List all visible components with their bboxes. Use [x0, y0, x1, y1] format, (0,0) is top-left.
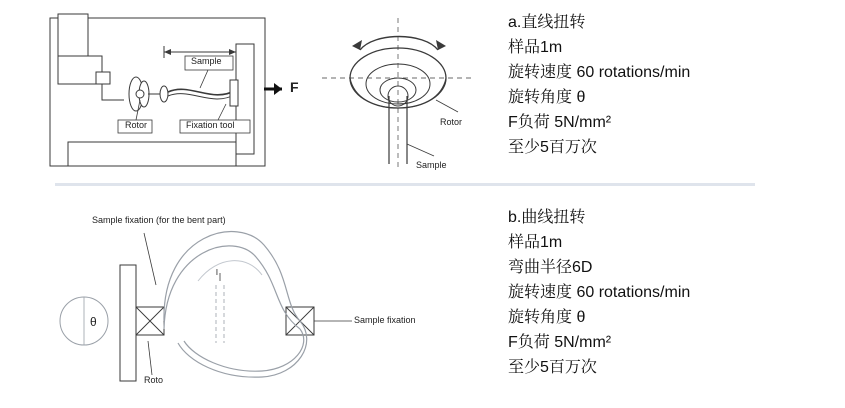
label-rotor-right: Rotor — [440, 117, 463, 127]
label-sample: Sample — [191, 56, 222, 66]
spec-b-line-7: 至少5百万次 — [508, 359, 597, 376]
spec-a-line-2: 样品1m — [508, 39, 563, 56]
label-fixation-tool: Fixation tool — [186, 120, 235, 130]
label-force-F: F — [290, 79, 299, 95]
spec-b-line-1: b.曲线扭转 — [508, 209, 586, 226]
force-arrow-group — [262, 78, 310, 100]
spec-a-line-1: a.直线扭转 — [508, 14, 586, 31]
label-sample-right: Sample — [416, 160, 447, 170]
spec-b-line-3: 弯曲半径6D — [508, 259, 593, 276]
spec-list-a — [508, 10, 690, 160]
spec-a-line-5: F负荷 5N/mm² — [508, 114, 612, 131]
spec-a-line-4: 旋转角度 θ — [508, 89, 586, 106]
spec-b-line-2: 样品1m — [508, 234, 563, 251]
figure-b-bend-rig — [48, 193, 478, 403]
label-theta: θ — [90, 315, 97, 329]
figure-a-rotation — [318, 12, 478, 172]
spec-a-line-6: 至少5百万次 — [508, 139, 597, 156]
label-sample-fixation: Sample fixation — [354, 315, 416, 325]
spec-b-line-6: F负荷 5N/mm² — [508, 334, 612, 351]
panel-straight-torsion — [0, 0, 845, 185]
label-rotor: Rotor — [125, 120, 148, 130]
label-bend-marker: l — [216, 267, 218, 277]
spec-b-line-4: 旋转速度 60 rotations/min — [508, 284, 691, 301]
panel-curved-torsion — [0, 185, 845, 408]
spec-b-line-5: 旋转角度 θ — [508, 309, 586, 326]
label-sample-fixation-bent: Sample fixation (for the bent part) — [92, 215, 226, 225]
spec-a-line-3: 旋转速度 60 rotations/min — [508, 64, 691, 81]
label-rotor-b: Roto — [144, 375, 164, 385]
spec-list-b — [508, 205, 690, 380]
